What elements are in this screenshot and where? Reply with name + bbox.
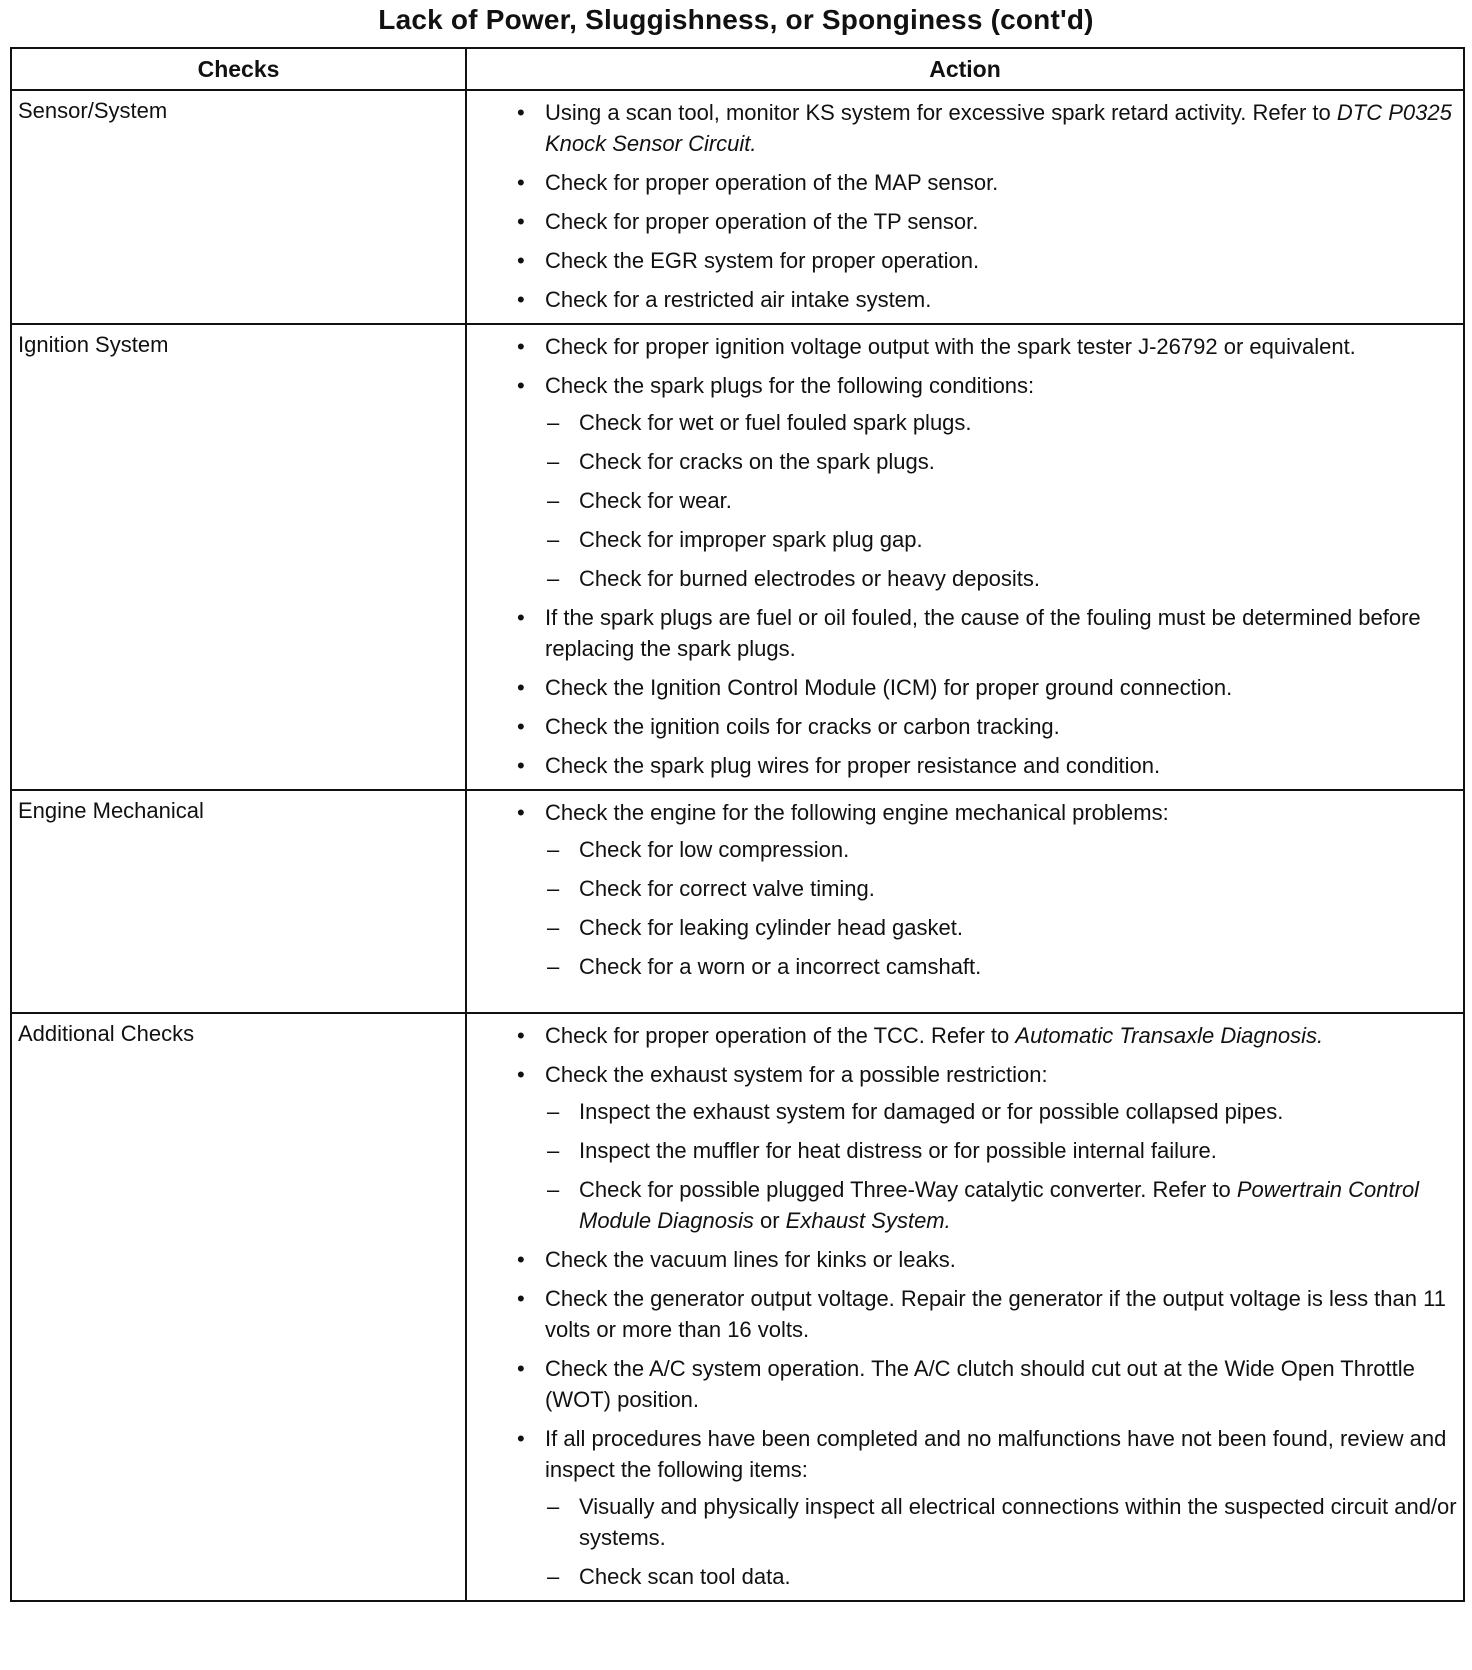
sub-item bbox=[545, 1174, 1457, 1236]
sub-item bbox=[545, 834, 1457, 865]
action-item bbox=[515, 750, 1457, 781]
sub-item bbox=[545, 1096, 1457, 1127]
action-list bbox=[515, 1020, 1457, 1592]
sub-list bbox=[545, 1491, 1457, 1592]
action-text: Check the A/C system operation. The A/C clutch should cut out at the Wide Open Throttle (WOT) position. bbox=[545, 1356, 1415, 1412]
action-item bbox=[515, 1283, 1457, 1345]
sub-text: Check for burned electrodes or heavy deposits. bbox=[579, 566, 1041, 591]
bullet-icon: • bbox=[517, 714, 525, 739]
bullet-icon: • bbox=[517, 800, 525, 825]
dash-icon: – bbox=[547, 1138, 560, 1163]
column-header-action: Action bbox=[466, 48, 1464, 90]
action-text: Check for proper ignition voltage output with the spark tester J-26792 or equivalent. bbox=[545, 334, 1356, 359]
sub-text: Inspect the muffler for heat distress or for possible internal failure. bbox=[579, 1138, 1217, 1163]
bullet-icon: • bbox=[517, 209, 525, 234]
action-text: Using a scan tool, monitor KS system for excessive spark retard activity. Refer to bbox=[545, 100, 1337, 125]
dash-icon: – bbox=[547, 1177, 560, 1202]
sub-text: Check for wet or fuel fouled spark plugs. bbox=[579, 410, 972, 435]
bullet-icon: • bbox=[517, 605, 525, 630]
sub-text: Inspect the exhaust system for damaged or for possible collapsed pipes. bbox=[579, 1099, 1284, 1124]
action-item bbox=[515, 797, 1457, 982]
dash-icon: – bbox=[547, 488, 560, 513]
action-text: Check for proper operation of the TP sensor. bbox=[545, 209, 979, 234]
action-cell bbox=[466, 90, 1464, 324]
action-list bbox=[515, 97, 1457, 315]
action-text: Check the generator output voltage. Repair the generator if the output voltage is less than 11 volts or more than 16 volts. bbox=[545, 1286, 1446, 1342]
action-item bbox=[515, 245, 1457, 276]
sub-item bbox=[545, 1561, 1457, 1592]
sub-item bbox=[545, 951, 1457, 982]
bullet-icon: • bbox=[517, 1062, 525, 1087]
reference-text: Powertrain Control Module Diagnosis bbox=[579, 1177, 1420, 1233]
bullet-icon: • bbox=[517, 170, 525, 195]
sub-item bbox=[545, 873, 1457, 904]
dash-icon: – bbox=[547, 1099, 560, 1124]
action-text: Check the EGR system for proper operation. bbox=[545, 248, 980, 273]
check-cell: Engine Mechanical bbox=[11, 790, 466, 1013]
sub-text: Check for improper spark plug gap. bbox=[579, 527, 923, 552]
table-row bbox=[11, 90, 1464, 324]
bullet-icon: • bbox=[517, 248, 525, 273]
bullet-icon: • bbox=[517, 1286, 525, 1311]
sub-item bbox=[545, 1135, 1457, 1166]
sub-item bbox=[545, 912, 1457, 943]
sub-text: or bbox=[753, 1208, 786, 1233]
sub-list bbox=[545, 834, 1457, 982]
action-text: Check the vacuum lines for kinks or leaks. bbox=[545, 1247, 956, 1272]
dash-icon: – bbox=[547, 449, 560, 474]
action-item bbox=[515, 711, 1457, 742]
action-item bbox=[515, 370, 1457, 594]
action-text: Check for proper operation of the MAP sensor. bbox=[545, 170, 999, 195]
action-item bbox=[515, 284, 1457, 315]
bullet-icon: • bbox=[517, 1247, 525, 1272]
action-item bbox=[515, 1244, 1457, 1275]
bullet-icon: • bbox=[517, 334, 525, 359]
sub-item bbox=[545, 407, 1457, 438]
sub-text: Check for a worn or a incorrect camshaft. bbox=[579, 954, 982, 979]
dash-icon: – bbox=[547, 954, 560, 979]
sub-item bbox=[545, 1491, 1457, 1553]
action-item bbox=[515, 602, 1457, 664]
action-text: If the spark plugs are fuel or oil fouled, the cause of the fouling must be determined before replacing the spark plugs. bbox=[545, 605, 1421, 661]
sub-text: Check for wear. bbox=[579, 488, 732, 513]
action-item bbox=[515, 206, 1457, 237]
action-item bbox=[515, 1020, 1457, 1051]
sub-text: Check for possible plugged Three-Way catalytic converter. Refer to bbox=[579, 1177, 1237, 1202]
action-item bbox=[515, 1059, 1457, 1236]
action-item bbox=[515, 672, 1457, 703]
table-header-row bbox=[11, 48, 1464, 90]
bullet-icon: • bbox=[517, 1356, 525, 1381]
sub-text: Visually and physically inspect all electrical connections within the suspected circuit and/or systems. bbox=[579, 1494, 1457, 1550]
page-title: Lack of Power, Sluggishness, or Sponginess (cont'd) bbox=[378, 4, 1094, 35]
dash-icon: – bbox=[547, 1494, 560, 1519]
action-item bbox=[515, 331, 1457, 362]
table-row bbox=[11, 324, 1464, 790]
dash-icon: – bbox=[547, 915, 560, 940]
dash-icon: – bbox=[547, 527, 560, 552]
action-item bbox=[515, 1423, 1457, 1592]
sub-list bbox=[545, 407, 1457, 594]
bullet-icon: • bbox=[517, 753, 525, 778]
action-item bbox=[515, 167, 1457, 198]
dash-icon: – bbox=[547, 876, 560, 901]
action-list bbox=[515, 331, 1457, 781]
table-row bbox=[11, 1013, 1464, 1601]
check-cell: Ignition System bbox=[11, 324, 466, 790]
bullet-icon: • bbox=[517, 287, 525, 312]
action-cell bbox=[466, 790, 1464, 1013]
sub-item bbox=[545, 524, 1457, 555]
dash-icon: – bbox=[547, 837, 560, 862]
check-cell: Sensor/System bbox=[11, 90, 466, 324]
reference-text: Exhaust System. bbox=[785, 1208, 951, 1233]
sub-text: Check for correct valve timing. bbox=[579, 876, 875, 901]
action-text: Check the ignition coils for cracks or carbon tracking. bbox=[545, 714, 1060, 739]
action-cell bbox=[466, 324, 1464, 790]
sub-text: Check for leaking cylinder head gasket. bbox=[579, 915, 963, 940]
dash-icon: – bbox=[547, 566, 560, 591]
action-text: Check the exhaust system for a possible restriction: bbox=[545, 1062, 1048, 1087]
column-header-checks: Checks bbox=[11, 48, 466, 90]
dash-icon: – bbox=[547, 1564, 560, 1589]
diagnosis-table bbox=[10, 47, 1465, 1602]
action-text: If all procedures have been completed and no malfunctions have not been found, review and inspect the following items: bbox=[545, 1426, 1447, 1482]
bullet-icon: • bbox=[517, 100, 525, 125]
action-list bbox=[515, 797, 1457, 982]
sub-text: Check for low compression. bbox=[579, 837, 850, 862]
bullet-icon: • bbox=[517, 1023, 525, 1048]
action-text: Check the engine for the following engine mechanical problems: bbox=[545, 800, 1169, 825]
table-row bbox=[11, 790, 1464, 1013]
action-text: Check for proper operation of the TCC. Refer to bbox=[545, 1023, 1016, 1048]
sub-item bbox=[545, 563, 1457, 594]
check-cell: Additional Checks bbox=[11, 1013, 466, 1601]
bullet-icon: • bbox=[517, 1426, 525, 1451]
bullet-icon: • bbox=[517, 675, 525, 700]
sub-item bbox=[545, 485, 1457, 516]
sub-text: Check for cracks on the spark plugs. bbox=[579, 449, 935, 474]
action-text: Check the spark plugs for the following conditions: bbox=[545, 373, 1035, 398]
reference-text: DTC P0325 Knock Sensor Circuit. bbox=[545, 100, 1452, 156]
sub-item bbox=[545, 446, 1457, 477]
action-text: Check the spark plug wires for proper resistance and condition. bbox=[545, 753, 1161, 778]
dash-icon: – bbox=[547, 410, 560, 435]
sub-list bbox=[545, 1096, 1457, 1236]
action-text: Check the Ignition Control Module (ICM) for proper ground connection. bbox=[545, 675, 1233, 700]
sub-text: Check scan tool data. bbox=[579, 1564, 791, 1589]
action-cell bbox=[466, 1013, 1464, 1601]
action-text: Check for a restricted air intake system. bbox=[545, 287, 932, 312]
action-item bbox=[515, 97, 1457, 159]
reference-text: Automatic Transaxle Diagnosis. bbox=[1015, 1023, 1324, 1048]
bullet-icon: • bbox=[517, 373, 525, 398]
action-item bbox=[515, 1353, 1457, 1415]
